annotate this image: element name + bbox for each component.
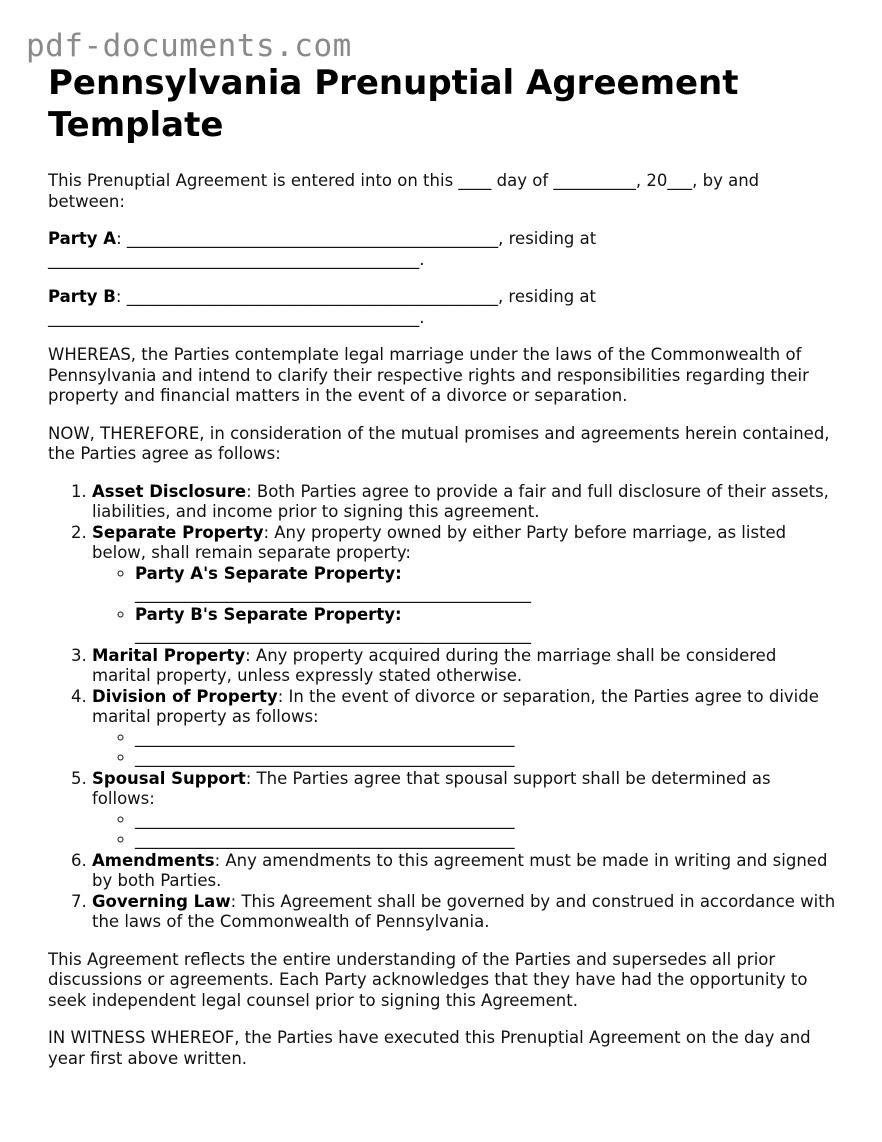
party-a-line <box>48 229 838 270</box>
term-amendments <box>92 851 838 892</box>
blank-line: ______________________________________________ <box>135 809 515 829</box>
term-text: : The Parties agree that spousal support shall be determined as follows: <box>92 768 771 808</box>
separate-property-list <box>92 564 838 646</box>
party-a-text: : _____________________________________________, residing at _____________________________________________. <box>48 229 597 269</box>
term-heading: Asset Disclosure <box>92 481 247 501</box>
closing-paragraph: This Agreement reflects the entire understanding of the Parties and supersedes all prior discussions or agreements. Each Party acknowledges that they have had the opportunity to seek independent legal counsel prior to signing this Agreement. <box>48 949 808 1010</box>
terms-list <box>48 482 838 933</box>
term-heading: Governing Law <box>92 891 231 911</box>
term-separate-property <box>92 523 838 646</box>
blank-line: ______________________________________________ <box>135 727 515 747</box>
term-division-of-property <box>92 687 838 769</box>
list-item <box>135 605 838 646</box>
term-heading: Spousal Support <box>92 768 246 788</box>
party-b-line <box>48 287 838 328</box>
list-item <box>135 810 838 831</box>
term-text: : This Agreement shall be governed by and construed in accordance with the laws of the Commonwealth of Pennsylvania. <box>92 891 836 931</box>
term-text: : In the event of divorce or separation, the Parties agree to divide marital property as follows: <box>92 686 819 726</box>
party-b-text: : _____________________________________________, residing at _____________________________________________. <box>48 287 597 327</box>
term-heading: Marital Property <box>92 645 246 665</box>
blank-line: ______________________________________________ <box>135 748 515 767</box>
term-heading: Separate Property <box>92 522 264 542</box>
blank-line: ________________________________________________ <box>135 625 531 644</box>
term-heading: Division of Property <box>92 686 278 706</box>
term-spousal-support <box>92 769 838 851</box>
sub-label: Party A's Separate Property: <box>135 563 402 583</box>
division-list <box>92 728 838 769</box>
term-asset-disclosure <box>92 482 838 523</box>
term-marital-property <box>92 646 838 687</box>
document <box>48 62 838 1069</box>
now-therefore-paragraph: NOW, THEREFORE, in consideration of the mutual promises and agreements herein contained, the Parties agree as follows: <box>48 423 830 463</box>
spousal-support-list <box>92 810 838 851</box>
term-text: : Any property acquired during the marriage shall be considered marital property, unless expressly stated otherwise. <box>92 645 777 685</box>
list-item <box>135 564 838 605</box>
term-text: : Any property owned by either Party before marriage, as listed below, shall remain separate property: <box>92 522 787 562</box>
list-item <box>135 728 838 749</box>
blank-line: ________________________________________________ <box>135 584 531 603</box>
term-governing-law <box>92 892 838 933</box>
term-heading: Amendments <box>92 850 215 870</box>
list-item <box>135 748 838 769</box>
list-item <box>135 830 838 851</box>
party-b-label: Party B <box>48 287 116 306</box>
page-title: Pennsylvania Prenuptial Agreement Template <box>48 63 739 145</box>
intro-paragraph: This Prenuptial Agreement is entered into on this ____ day of __________, 20___, by and between: <box>48 171 760 211</box>
blank-line: ______________________________________________ <box>135 830 515 849</box>
witness-paragraph: IN WITNESS WHEREOF, the Parties have executed this Prenuptial Agreement on the day and year first above written. <box>48 1028 811 1068</box>
watermark: pdf-documents.com <box>26 28 352 64</box>
term-text: : Both Parties agree to provide a fair and full disclosure of their assets, liabilities, and income prior to signing this agreement. <box>92 481 829 521</box>
term-text: : Any amendments to this agreement must be made in writing and signed by both Parties. <box>92 850 828 890</box>
party-a-label: Party A <box>48 229 117 248</box>
sub-label: Party B's Separate Property: <box>135 604 402 624</box>
whereas-paragraph: WHEREAS, the Parties contemplate legal marriage under the laws of the Commonwealth of Pennsylvania and intend to clarify their respective rights and responsibilities regarding their property and financial matters in the event of a divorce or separation. <box>48 345 809 405</box>
